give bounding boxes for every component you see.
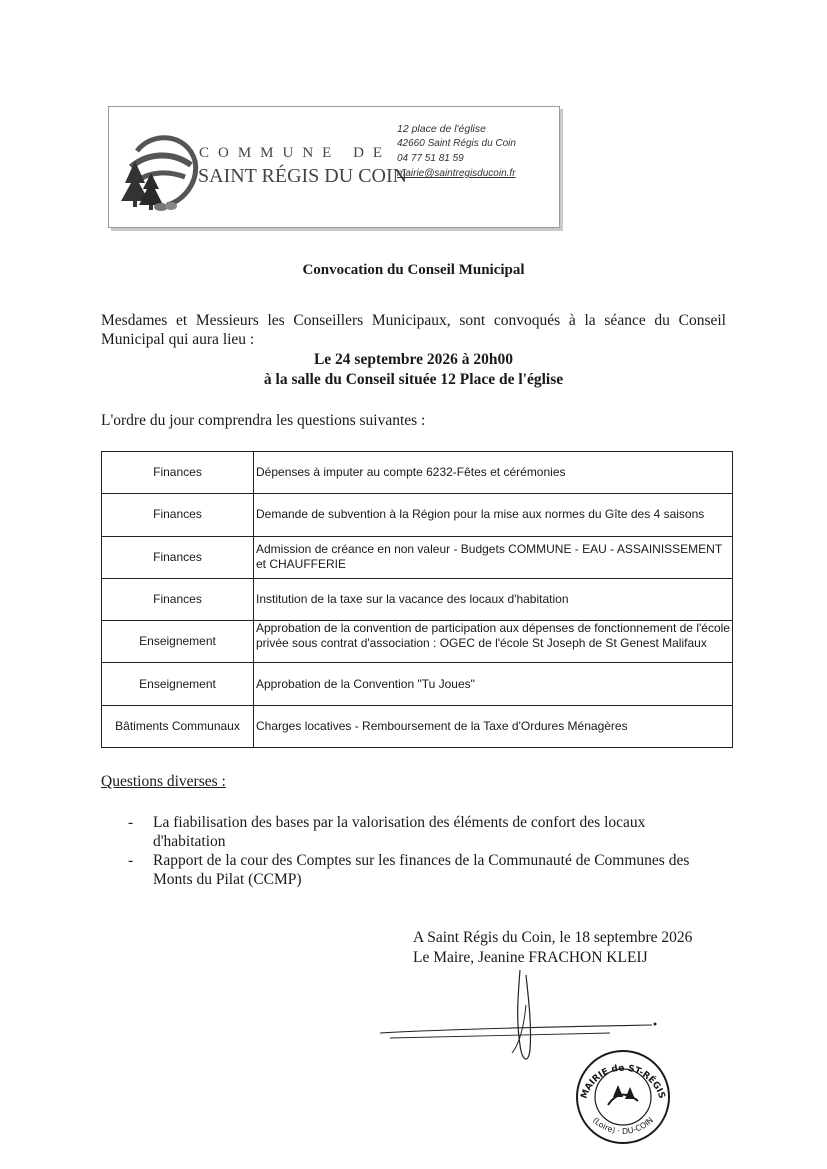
svg-text:(Loire) · DU-COIN xyxy=(591,1116,655,1136)
meeting-date: Le 24 septembre 2026 à 20h00 xyxy=(313,351,514,368)
signature-place-date: A Saint Régis du Coin, le 18 septembre 2026 xyxy=(413,929,693,946)
meeting-place: à la salle du Conseil située 12 Place de l'église xyxy=(263,371,564,388)
table-row xyxy=(102,705,733,747)
agenda-table xyxy=(101,451,733,748)
table-row xyxy=(102,536,733,578)
document-title: Convocation du Conseil Municipal xyxy=(302,262,525,278)
commune-de-label: COMMUNE DE xyxy=(199,145,392,161)
agenda-category: Finances xyxy=(102,578,254,620)
signatory-name: Le Maire, Jeanine FRACHON KLEIJ xyxy=(413,949,648,966)
agenda-subject: Dépenses à imputer au compte 6232-Fêtes et cérémonies xyxy=(254,452,733,494)
agenda-subject: Admission de créance en non valeur - Budgets COMMUNE - EAU - ASSAINISSEMENT et CHAUFFERIE xyxy=(254,536,733,578)
agenda-subject: Demande de subvention à la Région pour la mise aux normes du Gîte des 4 saisons xyxy=(254,494,733,536)
commune-name: SAINT RÉGIS DU COIN xyxy=(198,165,408,187)
questions-title: Questions diverses : xyxy=(101,773,226,790)
address-line-2: 42660 Saint Régis du Coin xyxy=(397,138,516,149)
list-item xyxy=(101,851,721,889)
mairie-stamp xyxy=(568,1045,678,1145)
bullet-dash: - xyxy=(128,814,134,831)
agenda-intro: L'ordre du jour comprendra les questions suivantes : xyxy=(101,412,426,429)
agenda-subject: Approbation de la Convention "Tu Joues" xyxy=(254,663,733,705)
stamp-bottom-text: (Loire) · DU-COIN xyxy=(590,1115,656,1136)
intro-paragraph: Mesdames et Messieurs les Conseillers Municipaux, sont convoqués à la séance du Conseil Municipal qui aura lieu : xyxy=(101,312,726,348)
agenda-subject: Institution de la taxe sur la vacance des locaux d'habitation xyxy=(254,578,733,620)
email-link[interactable]: mairie@saintregisducoin.fr xyxy=(397,168,516,179)
address-line-1: 12 place de l'église xyxy=(397,123,486,135)
table-row xyxy=(102,663,733,705)
agenda-category: Finances xyxy=(102,494,254,536)
agenda-category: Bâtiments Communaux xyxy=(102,705,254,747)
agenda-subject: Charges locatives - Remboursement de la Taxe d'Ordures Ménagères xyxy=(254,705,733,747)
stamp-top-text: MAIRIE de ST-RÉGIS xyxy=(579,1063,667,1101)
table-row xyxy=(102,452,733,494)
bullet-dash: - xyxy=(128,852,134,869)
list-item xyxy=(101,813,721,851)
table-row xyxy=(102,494,733,536)
table-row xyxy=(102,578,733,620)
pine-trees-and-hills-logo xyxy=(117,121,199,213)
questions-list xyxy=(101,813,721,889)
agenda-category: Finances xyxy=(102,452,254,494)
agenda-category: Finances xyxy=(102,536,254,578)
table-row xyxy=(102,621,733,663)
question-text: Rapport de la cour des Comptes sur les finances de la Communauté de Communes des Monts du Pilat (CCMP) xyxy=(153,852,690,888)
letterhead xyxy=(108,106,560,228)
question-text: La fiabilisation des bases par la valorisation des éléments de confort des locaux d'habitation xyxy=(153,814,646,850)
phone-number: 04 77 51 81 59 xyxy=(397,153,464,164)
agenda-category: Enseignement xyxy=(102,621,254,663)
agenda-subject: Approbation de la convention de participation aux dépenses de fonctionnement de l'école privée sous contrat d'association : OGEC de l'école St Joseph de St Genest Malifaux xyxy=(254,621,733,663)
agenda-category: Enseignement xyxy=(102,663,254,705)
